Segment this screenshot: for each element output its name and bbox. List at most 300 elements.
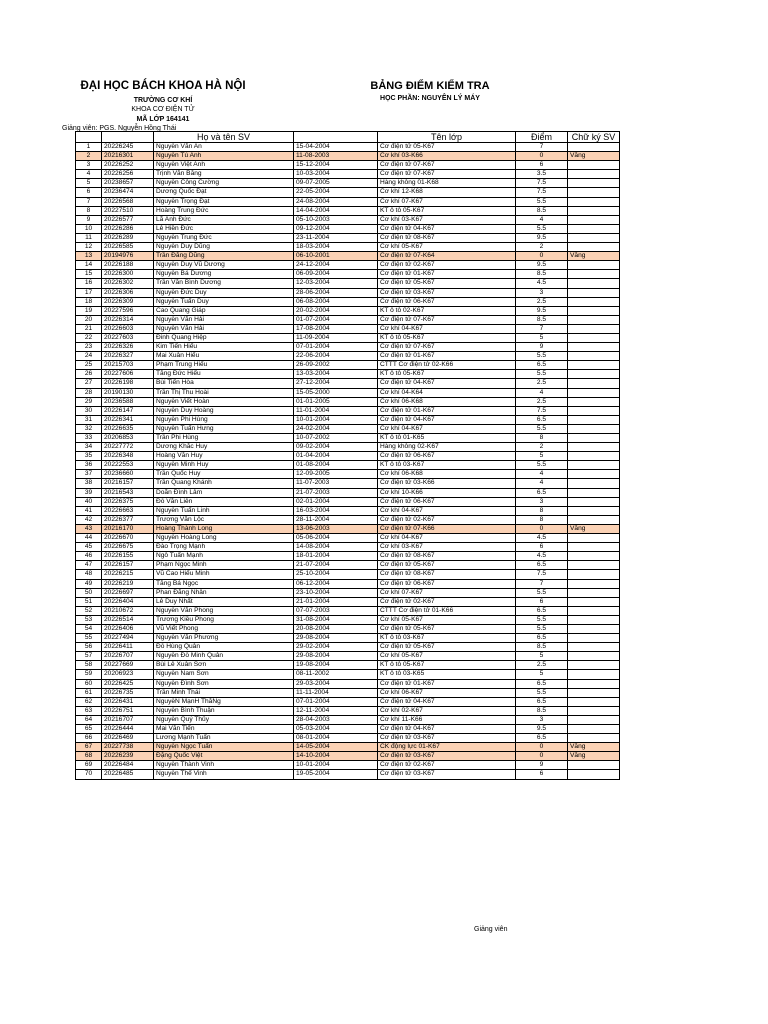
cell-class: Cơ điện tử 08-K67 — [378, 570, 516, 579]
cell-class: Cơ khí 02-K67 — [378, 706, 516, 715]
cell-class: KT ô tô 01-K65 — [378, 434, 516, 443]
column-header-student-id — [102, 132, 154, 143]
cell-stt: 27 — [76, 379, 102, 388]
cell-name: Trần Đăng Dũng — [154, 252, 294, 261]
cell-score: 5.5 — [516, 352, 568, 361]
cell-signature — [568, 306, 620, 315]
table-row — [76, 652, 620, 661]
cell-score: 6 — [516, 597, 568, 606]
cell-student-id: 20227603 — [102, 333, 154, 342]
table-row — [76, 752, 620, 761]
table-row — [76, 634, 620, 643]
cell-signature — [568, 715, 620, 724]
cell-birthdate: 07-01-2004 — [294, 343, 378, 352]
cell-name: Nguyễn Thành Vinh — [154, 761, 294, 770]
cell-class: Cơ điện tử 03-K66 — [378, 479, 516, 488]
table-row — [76, 161, 620, 170]
cell-student-id: 20226663 — [102, 506, 154, 515]
table-row — [76, 670, 620, 679]
cell-signature — [568, 706, 620, 715]
cell-student-id: 20226675 — [102, 543, 154, 552]
cell-score: 9.5 — [516, 306, 568, 315]
cell-stt: 15 — [76, 270, 102, 279]
cell-score: 0 — [516, 524, 568, 533]
cell-signature — [568, 224, 620, 233]
cell-class: Cơ điện tử 01-K67 — [378, 679, 516, 688]
cell-score: 5 — [516, 333, 568, 342]
cell-birthdate: 08-01-2004 — [294, 734, 378, 743]
cell-student-id: 20226341 — [102, 415, 154, 424]
cell-name: Đỗ Văn Liên — [154, 497, 294, 506]
cell-stt: 45 — [76, 543, 102, 552]
cell-signature — [568, 561, 620, 570]
cell-student-id: 20226484 — [102, 761, 154, 770]
cell-birthdate: 05-06-2004 — [294, 534, 378, 543]
cell-name: Nguyễn Minh Huy — [154, 461, 294, 470]
cell-birthdate: 06-12-2004 — [294, 579, 378, 588]
cell-stt: 44 — [76, 534, 102, 543]
table-row — [76, 188, 620, 197]
cell-signature — [568, 197, 620, 206]
cell-student-id: 20226256 — [102, 170, 154, 179]
cell-stt: 41 — [76, 506, 102, 515]
lecturer-name: Giảng viên: PGS. Nguyễn Hồng Thái — [62, 125, 177, 132]
cell-birthdate: 28-04-2003 — [294, 715, 378, 724]
university-name: ĐẠI HỌC BÁCH KHOA HÀ NỘI — [80, 80, 246, 92]
cell-birthdate: 06-10-2001 — [294, 252, 378, 261]
cell-name: Trần Quốc Huy — [154, 470, 294, 479]
cell-name: Nguyễn Tú Anh — [154, 152, 294, 161]
cell-student-id: 20226697 — [102, 588, 154, 597]
cell-score: 8 — [516, 506, 568, 515]
table-row — [76, 479, 620, 488]
cell-birthdate: 18-03-2004 — [294, 243, 378, 252]
table-row — [76, 343, 620, 352]
cell-signature — [568, 388, 620, 397]
cell-student-id: 20222553 — [102, 461, 154, 470]
cell-birthdate: 21-07-2004 — [294, 561, 378, 570]
cell-stt: 66 — [76, 734, 102, 743]
cell-score: 9.5 — [516, 725, 568, 734]
cell-class: Hàng không 01-K68 — [378, 179, 516, 188]
cell-stt: 25 — [76, 361, 102, 370]
cell-class: Cơ điện tử 04-K67 — [378, 697, 516, 706]
cell-stt: 22 — [76, 333, 102, 342]
cell-name: Nguyễn Tuấn Hưng — [154, 424, 294, 433]
cell-name: Nguyễn Thế Vinh — [154, 770, 294, 779]
cell-name: Nguyễn Văn Hải — [154, 315, 294, 324]
cell-signature — [568, 324, 620, 333]
cell-student-id: 20226348 — [102, 452, 154, 461]
cell-stt: 8 — [76, 206, 102, 215]
cell-signature — [568, 424, 620, 433]
cell-birthdate: 25-10-2004 — [294, 570, 378, 579]
cell-name: Trương Kiều Phong — [154, 615, 294, 624]
cell-birthdate: 31-08-2004 — [294, 615, 378, 624]
cell-signature — [568, 670, 620, 679]
cell-class: Cơ điện tử 02-K67 — [378, 761, 516, 770]
cell-student-id: 20190130 — [102, 388, 154, 397]
cell-class: Cơ khí 05-K67 — [378, 652, 516, 661]
cell-stt: 59 — [76, 670, 102, 679]
table-row — [76, 152, 620, 161]
cell-stt: 9 — [76, 215, 102, 224]
cell-class: Cơ điện tử 02-K67 — [378, 597, 516, 606]
cell-class: Cơ điện tử 01-K67 — [378, 352, 516, 361]
table-row — [76, 543, 620, 552]
cell-name: Trịnh Văn Bằng — [154, 170, 294, 179]
column-header-birthdate — [294, 132, 378, 143]
cell-stt: 68 — [76, 752, 102, 761]
cell-stt: 43 — [76, 524, 102, 533]
cell-score: 5.5 — [516, 370, 568, 379]
cell-student-id: 20227772 — [102, 443, 154, 452]
cell-signature — [568, 597, 620, 606]
cell-name: Phạm Ngọc Minh — [154, 561, 294, 570]
cell-birthdate: 28-11-2004 — [294, 515, 378, 524]
cell-stt: 32 — [76, 424, 102, 433]
cell-stt: 49 — [76, 579, 102, 588]
cell-class: Cơ điện tử 05-K67 — [378, 561, 516, 570]
column-header-signature: Chữ ký SV — [568, 132, 620, 143]
table-row — [76, 388, 620, 397]
cell-stt: 30 — [76, 406, 102, 415]
cell-class: KT ô tô 03-K67 — [378, 461, 516, 470]
cell-signature — [568, 470, 620, 479]
cell-stt: 39 — [76, 488, 102, 497]
cell-class: Cơ điện tử 08-K67 — [378, 552, 516, 561]
cell-birthdate: 05-10-2003 — [294, 215, 378, 224]
cell-birthdate: 29-02-2004 — [294, 643, 378, 652]
cell-student-id: 20236474 — [102, 188, 154, 197]
cell-birthdate: 01-08-2004 — [294, 461, 378, 470]
cell-stt: 70 — [76, 770, 102, 779]
table-row — [76, 470, 620, 479]
cell-signature — [568, 333, 620, 342]
cell-birthdate: 24-08-2004 — [294, 197, 378, 206]
cell-stt: 53 — [76, 615, 102, 624]
cell-name: Cao Quang Giáp — [154, 306, 294, 315]
cell-signature — [568, 143, 620, 152]
cell-signature: Vắng — [568, 152, 620, 161]
cell-student-id: 20226404 — [102, 597, 154, 606]
table-row — [76, 570, 620, 579]
cell-class: Cơ điện tử 05-K67 — [378, 643, 516, 652]
cell-score: 2 — [516, 443, 568, 452]
cell-student-id: 20226309 — [102, 297, 154, 306]
cell-signature — [568, 179, 620, 188]
cell-signature — [568, 588, 620, 597]
cell-score: 9 — [516, 343, 568, 352]
cell-student-id: 20226377 — [102, 515, 154, 524]
cell-student-id: 20210672 — [102, 606, 154, 615]
cell-class: Cơ điện tử 07-K67 — [378, 161, 516, 170]
cell-class: CK động lực 01-K67 — [378, 743, 516, 752]
cell-class: Cơ khí 04-K67 — [378, 534, 516, 543]
cell-birthdate: 11-01-2004 — [294, 406, 378, 415]
cell-score: 8.5 — [516, 643, 568, 652]
cell-score: 8.5 — [516, 206, 568, 215]
cell-signature — [568, 606, 620, 615]
cell-name: Hoàng Thành Long — [154, 524, 294, 533]
cell-stt: 33 — [76, 434, 102, 443]
cell-name: Nguyễn Trọng Đạt — [154, 197, 294, 206]
cell-signature — [568, 652, 620, 661]
cell-student-id: 20226375 — [102, 497, 154, 506]
cell-student-id: 20226219 — [102, 579, 154, 588]
cell-signature — [568, 643, 620, 652]
school-name: TRƯỜNG CƠ KHÍ — [133, 97, 193, 104]
table-row — [76, 725, 620, 734]
cell-student-id: 20226425 — [102, 679, 154, 688]
cell-stt: 54 — [76, 624, 102, 633]
cell-name: Nguyễn Viết Hoàn — [154, 397, 294, 406]
cell-score: 8.5 — [516, 315, 568, 324]
table-row — [76, 206, 620, 215]
cell-birthdate: 18-01-2004 — [294, 552, 378, 561]
cell-name: NguyễN MạnH ThắNg — [154, 697, 294, 706]
cell-name: Đào Trọng Mạnh — [154, 543, 294, 552]
cell-birthdate: 14-04-2004 — [294, 206, 378, 215]
table-row — [76, 697, 620, 706]
cell-class: Cơ điện tử 07-K64 — [378, 252, 516, 261]
table-row — [76, 243, 620, 252]
cell-name: Trần Phi Hùng — [154, 434, 294, 443]
cell-birthdate: 17-08-2004 — [294, 324, 378, 333]
cell-name: Nguyễn Đức Duy — [154, 288, 294, 297]
table-row — [76, 761, 620, 770]
table-row — [76, 461, 620, 470]
cell-signature — [568, 479, 620, 488]
table-row — [76, 661, 620, 670]
cell-birthdate: 14-08-2004 — [294, 543, 378, 552]
cell-name: Tăng Đức Hiếu — [154, 370, 294, 379]
cell-name: Nguyễn Phi Hùng — [154, 415, 294, 424]
cell-student-id: 20226577 — [102, 215, 154, 224]
table-row — [76, 624, 620, 633]
cell-birthdate: 08-11-2002 — [294, 670, 378, 679]
cell-birthdate: 29-08-2004 — [294, 652, 378, 661]
cell-name: Trương Văn Lộc — [154, 515, 294, 524]
table-row — [76, 424, 620, 433]
cell-score: 3.5 — [516, 170, 568, 179]
cell-name: Vũ Viết Phong — [154, 624, 294, 633]
cell-stt: 36 — [76, 461, 102, 470]
cell-birthdate: 10-03-2004 — [294, 170, 378, 179]
cell-signature — [568, 343, 620, 352]
cell-student-id: 20227606 — [102, 370, 154, 379]
cell-birthdate: 15-04-2004 — [294, 143, 378, 152]
cell-stt: 28 — [76, 388, 102, 397]
cell-signature: Vắng — [568, 252, 620, 261]
cell-class: Hàng không 02-K67 — [378, 443, 516, 452]
cell-birthdate: 01-01-2005 — [294, 397, 378, 406]
cell-stt: 6 — [76, 188, 102, 197]
table-row — [76, 734, 620, 743]
cell-score: 0 — [516, 743, 568, 752]
cell-student-id: 20194976 — [102, 252, 154, 261]
cell-score: 4 — [516, 388, 568, 397]
signer-label: Giảng viên — [474, 926, 508, 933]
cell-score: 6.5 — [516, 361, 568, 370]
table-row — [76, 706, 620, 715]
cell-student-id: 20226289 — [102, 233, 154, 242]
cell-student-id: 20226252 — [102, 161, 154, 170]
cell-signature — [568, 188, 620, 197]
cell-student-id: 20216170 — [102, 524, 154, 533]
table-row — [76, 497, 620, 506]
cell-birthdate: 02-01-2004 — [294, 497, 378, 506]
cell-student-id: 20226215 — [102, 570, 154, 579]
cell-score: 5 — [516, 670, 568, 679]
cell-class: CTTT Cơ điện tử 02-K66 — [378, 361, 516, 370]
table-row — [76, 333, 620, 342]
cell-name: Dương Quốc Đạt — [154, 188, 294, 197]
cell-name: Hoàng Văn Huy — [154, 452, 294, 461]
cell-score: 0 — [516, 252, 568, 261]
cell-signature: Vắng — [568, 743, 620, 752]
cell-score: 4.5 — [516, 279, 568, 288]
cell-name: Nguyễn Tuấn Duy — [154, 297, 294, 306]
cell-birthdate: 12-11-2004 — [294, 706, 378, 715]
cell-student-id: 20236660 — [102, 470, 154, 479]
cell-signature — [568, 661, 620, 670]
cell-stt: 56 — [76, 643, 102, 652]
cell-score: 5.5 — [516, 624, 568, 633]
cell-student-id: 20226751 — [102, 706, 154, 715]
cell-birthdate: 21-01-2004 — [294, 597, 378, 606]
cell-signature — [568, 434, 620, 443]
cell-score: 5.5 — [516, 588, 568, 597]
cell-stt: 19 — [76, 306, 102, 315]
cell-class: Cơ khí 05-K67 — [378, 615, 516, 624]
cell-birthdate: 26-09-2002 — [294, 361, 378, 370]
cell-student-id: 20206923 — [102, 670, 154, 679]
cell-stt: 2 — [76, 152, 102, 161]
cell-student-id: 20236588 — [102, 397, 154, 406]
cell-signature — [568, 579, 620, 588]
cell-score: 7.5 — [516, 179, 568, 188]
cell-stt: 10 — [76, 224, 102, 233]
cell-signature — [568, 761, 620, 770]
cell-student-id: 20216707 — [102, 715, 154, 724]
cell-signature — [568, 243, 620, 252]
cell-stt: 67 — [76, 743, 102, 752]
cell-stt: 21 — [76, 324, 102, 333]
cell-signature — [568, 506, 620, 515]
cell-class: Cơ khí 06-K68 — [378, 397, 516, 406]
cell-name: Nguyễn Bình Thuận — [154, 706, 294, 715]
cell-score: 6.5 — [516, 606, 568, 615]
table-row — [76, 361, 620, 370]
cell-stt: 31 — [76, 415, 102, 424]
cell-score: 6.5 — [516, 488, 568, 497]
cell-name: Nguyễn Bá Dương — [154, 270, 294, 279]
cell-signature: Vắng — [568, 752, 620, 761]
cell-score: 5.5 — [516, 424, 568, 433]
cell-birthdate: 11-11-2004 — [294, 688, 378, 697]
cell-score: 9.5 — [516, 261, 568, 270]
cell-stt: 5 — [76, 179, 102, 188]
cell-birthdate: 01-07-2004 — [294, 315, 378, 324]
column-header-name: Họ và tên SV — [154, 132, 294, 143]
cell-class: Cơ khí 10-K66 — [378, 488, 516, 497]
cell-signature — [568, 770, 620, 779]
cell-name: Nguyễn Đỗ Minh Quân — [154, 652, 294, 661]
table-row — [76, 643, 620, 652]
cell-stt: 35 — [76, 452, 102, 461]
cell-name: Lương Mạnh Tuấn — [154, 734, 294, 743]
module-name: HỌC PHẦN: NGUYÊN LÝ MÁY — [380, 95, 480, 102]
cell-birthdate: 10-07-2002 — [294, 434, 378, 443]
cell-stt: 1 — [76, 143, 102, 152]
cell-score: 5.5 — [516, 615, 568, 624]
cell-birthdate: 09-07-2005 — [294, 179, 378, 188]
cell-student-id: 20216301 — [102, 152, 154, 161]
cell-name: Vũ Cao Hiếu Minh — [154, 570, 294, 579]
table-row — [76, 588, 620, 597]
cell-student-id: 20226306 — [102, 288, 154, 297]
cell-class: Cơ khí 06-K67 — [378, 688, 516, 697]
cell-class: Cơ khí 04-K67 — [378, 324, 516, 333]
cell-stt: 16 — [76, 279, 102, 288]
table-row — [76, 688, 620, 697]
cell-stt: 20 — [76, 315, 102, 324]
table-row — [76, 170, 620, 179]
cell-birthdate: 27-12-2004 — [294, 379, 378, 388]
cell-student-id: 20226444 — [102, 725, 154, 734]
cell-stt: 55 — [76, 634, 102, 643]
cell-student-id: 20226327 — [102, 352, 154, 361]
table-header-row — [76, 132, 620, 143]
cell-student-id: 20226670 — [102, 534, 154, 543]
cell-score: 4.5 — [516, 534, 568, 543]
cell-class: Cơ điện tử 06-K67 — [378, 579, 516, 588]
cell-class: Cơ điện tử 02-K67 — [378, 261, 516, 270]
cell-birthdate: 07-07-2003 — [294, 606, 378, 615]
cell-name: Nguyễn Ngọc Tuấn — [154, 743, 294, 752]
cell-birthdate: 13-03-2004 — [294, 370, 378, 379]
cell-birthdate: 14-05-2004 — [294, 743, 378, 752]
cell-name: Nguyễn Duy Dũng — [154, 243, 294, 252]
table-row — [76, 615, 620, 624]
cell-stt: 48 — [76, 570, 102, 579]
cell-score: 5.5 — [516, 688, 568, 697]
table-row — [76, 143, 620, 152]
cell-signature — [568, 370, 620, 379]
cell-stt: 42 — [76, 515, 102, 524]
cell-score: 2 — [516, 243, 568, 252]
cell-signature — [568, 697, 620, 706]
cell-signature — [568, 270, 620, 279]
cell-signature — [568, 297, 620, 306]
cell-student-id: 20226514 — [102, 615, 154, 624]
cell-name: Bùi Tiến Hòa — [154, 379, 294, 388]
cell-class: KT ô tô 05-K67 — [378, 333, 516, 342]
table-row — [76, 261, 620, 270]
cell-stt: 17 — [76, 288, 102, 297]
cell-student-id: 20226300 — [102, 270, 154, 279]
cell-birthdate: 10-01-2004 — [294, 761, 378, 770]
cell-score: 9 — [516, 761, 568, 770]
cell-score: 3 — [516, 497, 568, 506]
cell-class: Cơ điện tử 04-K67 — [378, 415, 516, 424]
cell-student-id: 20226326 — [102, 343, 154, 352]
cell-student-id: 20227596 — [102, 306, 154, 315]
cell-name: Trần Văn Bình Dương — [154, 279, 294, 288]
cell-score: 6 — [516, 161, 568, 170]
cell-student-id: 20226411 — [102, 643, 154, 652]
